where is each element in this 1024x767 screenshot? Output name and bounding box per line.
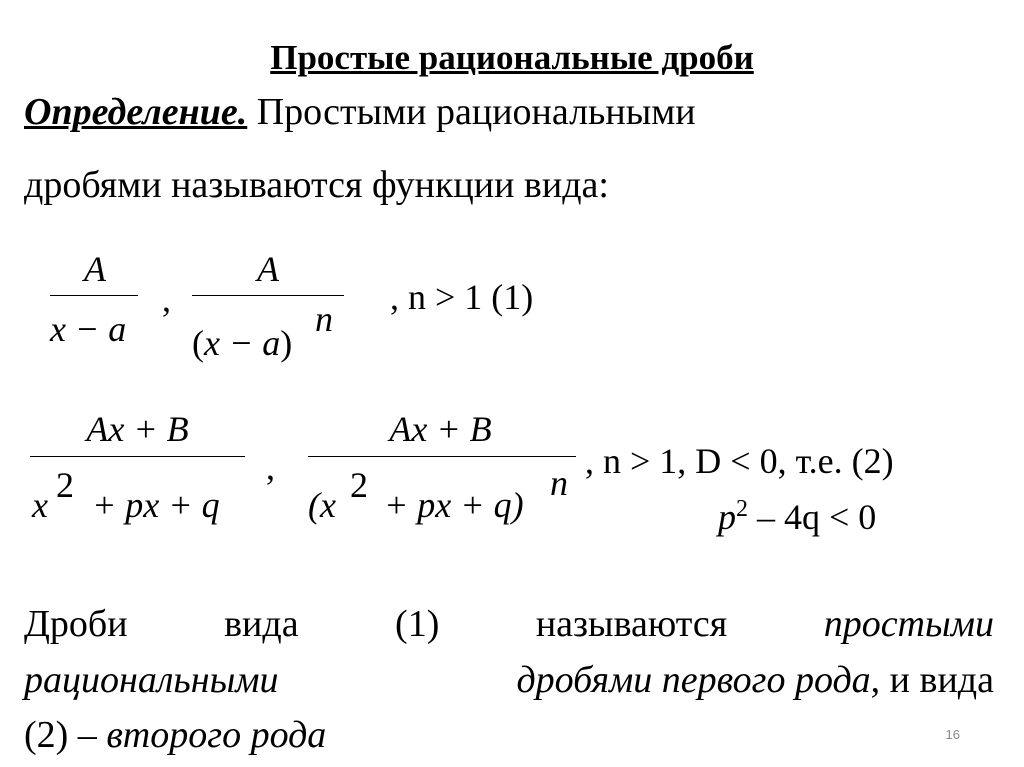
formula-1-frac2-denominator — [192, 322, 292, 364]
formula-2-frac1-bar — [30, 456, 245, 457]
para-word-1: Дроби — [24, 603, 128, 645]
formula-2-comma: , — [266, 447, 275, 487]
definition-label: Определение. — [24, 91, 248, 133]
para-word-2: вида — [224, 603, 299, 645]
formula-1-frac2-open: ( — [192, 323, 204, 363]
formula-2-condition-2 — [718, 496, 876, 538]
formula-1-frac2-numerator: A — [257, 249, 279, 289]
para-word-3: (1) — [395, 603, 440, 645]
paragraph-line-3 — [24, 713, 994, 757]
formula-2-frac1-den-x: x — [32, 485, 48, 525]
definition-text-2: дробями называются функции вида: — [24, 164, 609, 206]
para-line3-b: второго рода — [106, 714, 327, 756]
para-line2-b: дробями первого рода, и вида — [516, 659, 994, 701]
formula-2-frac2-den-pow: 2 — [350, 465, 368, 505]
formula-2-frac2-den-rest: + px + q) — [384, 485, 524, 525]
formula-1-frac1-numerator: A — [84, 249, 106, 289]
formula-2-condition: , n > 1, D < 0, т.е. (2) — [585, 441, 894, 481]
formula-2-frac2-den-open: (x — [308, 485, 336, 525]
paragraph-line-1 — [24, 602, 994, 646]
definition-text-1: Простыми рациональными — [256, 91, 696, 133]
formula-1-condition: , n > 1 (1) — [390, 277, 534, 317]
formula-2-frac2-exponent: n — [550, 463, 568, 503]
page-title: Простые рациональные дроби — [270, 38, 754, 77]
definition-line — [24, 90, 696, 134]
para-word-5: простыми — [823, 603, 994, 645]
formula-1-frac1-denominator: x − a — [50, 309, 127, 349]
formula-2-cond2-rest: – 4q < 0 — [757, 497, 877, 537]
formula-2-frac2-bar — [308, 456, 576, 457]
formula-2-cond2-p: p — [718, 497, 736, 537]
formula-1-comma: , — [162, 279, 171, 319]
page-number: 16 — [945, 727, 960, 742]
para-line2-a: рациональными — [24, 659, 279, 701]
formula-2-cond2-pow: 2 — [736, 496, 748, 522]
paragraph-line-2 — [24, 658, 994, 702]
formula-1-frac1-bar — [50, 295, 138, 296]
formula-2-frac2-numerator: Ax + B — [389, 409, 492, 449]
formula-1-frac2-bar — [192, 295, 344, 296]
para-line3-a: (2) – — [24, 714, 107, 756]
para-word-4: называются — [535, 603, 728, 645]
formula-2-frac1-numerator: Ax + B — [86, 409, 189, 449]
formula-2-frac1-den-rest: + px + q — [92, 485, 220, 525]
formula-1-frac2-body: x − a — [204, 323, 281, 363]
formula-1-frac2-close: ) — [280, 323, 293, 363]
formula-1-frac2-exponent: n — [315, 299, 333, 339]
formula-2-frac1-den-pow: 2 — [56, 465, 74, 505]
